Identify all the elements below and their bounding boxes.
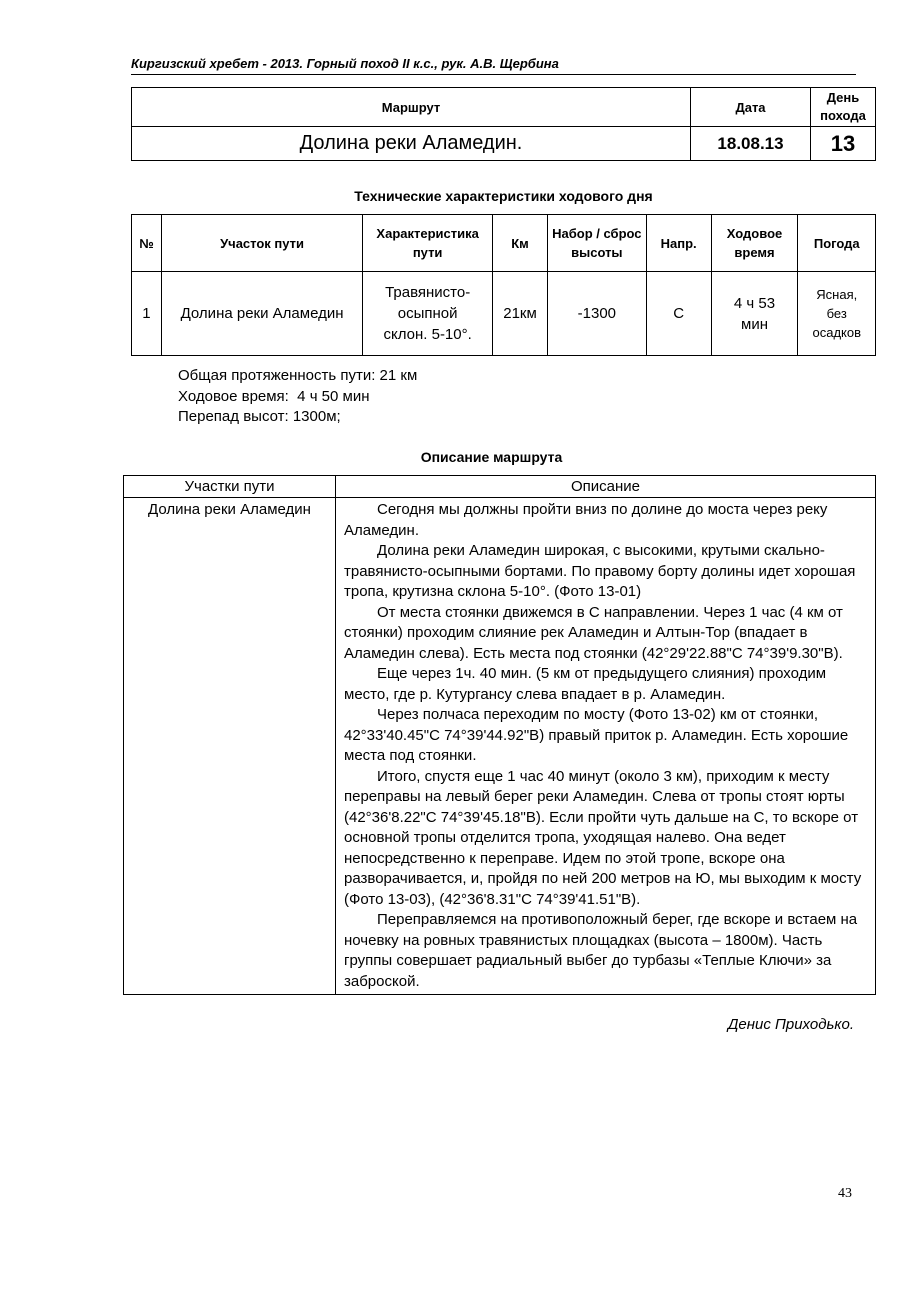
page-number: 43 [838, 1186, 852, 1201]
tech-header-elevation: Набор / сброс высоты [547, 215, 646, 272]
date-label: Дата [691, 88, 811, 127]
day-label: День похода [811, 88, 876, 127]
tech-header-num: № [132, 215, 162, 272]
tech-header-characteristic: Характеристика пути [363, 215, 493, 272]
row-elevation: -1300 [547, 272, 646, 356]
desc-paragraph: Еще через 1ч. 40 мин. (5 км от предыдущего слияния) проходим место, где р. Кутургансу слева впадает в р. Аламедин. [344, 665, 827, 703]
day-value: 13 [811, 127, 876, 161]
row-time: 4 ч 53 мин [711, 272, 798, 356]
desc-paragraph: Через полчаса переходим по мосту (Фото 13-02) км от стоянки, 42°33'40.45"С 74°39'44.92"В) правый приток р. Аламедин. Есть хорошие места под стоянки. [344, 706, 849, 764]
summary-elevation-diff: Перепад высот: 1300м; [178, 408, 341, 425]
table-row [124, 498, 876, 995]
row-km: 21км [493, 272, 548, 356]
desc-paragraph: От места стоянки движемся в С направлении. Через 1 час (4 км от стоянки) проходим слияние рек Аламедин и Алтын-Тор (впадает в Аламедин слева). Есть места под стоянки (42°29'22.88"С 74°39'9.30"В). [344, 603, 843, 662]
route-value: Долина реки Аламедин. [132, 127, 691, 161]
description-section-title: Описание маршрута [420, 449, 563, 465]
table-row [132, 272, 876, 356]
date-value: 18.08.13 [691, 127, 811, 161]
row-direction: С [646, 272, 711, 356]
tech-header-direction: Напр. [646, 215, 711, 272]
desc-paragraph: Сегодня мы должны пройти вниз по долине до моста через реку Аламедин. [344, 501, 828, 539]
tech-header-segment: Участок пути [161, 215, 362, 272]
route-table [131, 87, 876, 161]
tech-table [131, 214, 876, 356]
desc-header-segments: Участки пути [124, 476, 336, 498]
tech-header-km: Км [493, 215, 548, 272]
summary-walking-time: Ходовое время: 4 ч 50 мин [178, 387, 370, 405]
author-signature: Денис Приходько. [727, 1016, 854, 1033]
desc-paragraph: Итого, спустя еще 1 час 40 минут (около 3 км), приходим к месту переправы на левый берег реки Аламедин. Слева от тропы стоят юрты (42°36'8.22"С 74°39'45.18"В). Если пройти чуть дальше на С, то вскоре от основной тропы отделится тропа, уходящая налево. Она ведет непосредственно к переправе. Идем по этой тропе, вскоре она разворачивается, и, пройдя по ней 200 метров на Ю, мы выходим к мосту (Фото 13-03), (42°36'8.31"С 74°39'41.51"В). [344, 767, 862, 908]
tech-header-weather: Погода [798, 215, 876, 272]
document-header-title: Киргизский хребет - 2013. Горный поход II к.с., рук. А.В. Щербина [131, 56, 856, 75]
row-weather: Ясная, без осадков [798, 272, 876, 356]
summary-total-length: Общая протяженность пути: 21 км [178, 367, 418, 384]
desc-paragraph: Долина реки Аламедин широкая, с высокими, крутыми скально-травянисто-осыпными бортами. По правому борту долины идет хорошая тропа, крутизна склона 5-10°. (Фото 13-01) [344, 542, 856, 600]
route-label: Маршрут [132, 88, 691, 127]
desc-header-description: Описание [336, 476, 876, 498]
description-table [123, 475, 876, 995]
route-summary [178, 366, 417, 428]
desc-text [336, 498, 876, 995]
desc-paragraph: Переправляемся на противоположный берег, где вскоре и встаем на ночевку на ровных травянистых площадках (высота – 1800м). Часть группы совершает радиальный выбег до турбазы «Теплые Ключи» за заброской. [344, 911, 858, 990]
desc-segment-name: Долина реки Аламедин [124, 498, 336, 995]
row-num: 1 [132, 272, 162, 356]
row-segment: Долина реки Аламедин [161, 272, 362, 356]
row-characteristic: Травянисто-осыпной склон. 5-10°. [363, 272, 493, 356]
tech-header-time: Ходовое время [711, 215, 798, 272]
tech-section-title: Технические характеристики ходового дня [354, 188, 653, 204]
